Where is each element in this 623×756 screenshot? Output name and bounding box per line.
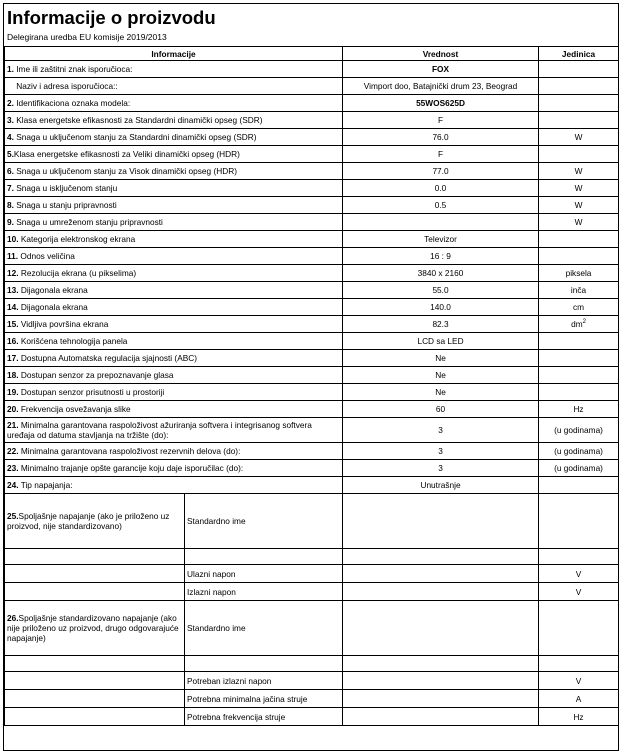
row-unit	[539, 146, 619, 163]
row-unit-text: (u godinama)	[554, 463, 603, 473]
row-label	[5, 316, 343, 333]
row-unit-text: (u godinama)	[554, 446, 603, 456]
table-row	[5, 231, 619, 248]
row-number: 3.	[7, 115, 14, 125]
empty-cell	[343, 656, 539, 672]
table-row	[5, 248, 619, 265]
row-value: Ne	[343, 367, 539, 384]
row-label-text: Dostupan senzor za prepoznavanje glasa	[18, 370, 174, 380]
row-unit-text: W	[574, 200, 583, 210]
row-label	[5, 265, 343, 282]
row-value: 0.5	[343, 197, 539, 214]
row-unit	[539, 248, 619, 265]
psu-item-unit: V	[539, 565, 619, 583]
row-value: F	[343, 146, 539, 163]
psu-label	[5, 601, 185, 656]
row-number: 10.	[7, 234, 19, 244]
row-unit	[539, 129, 619, 146]
row-unit	[539, 282, 619, 299]
row-label	[5, 248, 343, 265]
row-value: 3840 x 2160	[343, 265, 539, 282]
psu-item-label: Standardno ime	[185, 494, 343, 549]
row-label-text: Dostupna Automatska regulacija sjajnosti (ABC)	[18, 353, 198, 363]
table-row	[5, 316, 619, 333]
table-row	[5, 95, 619, 112]
psu-row	[5, 690, 619, 708]
empty-cell	[185, 656, 343, 672]
row-value	[343, 214, 539, 231]
row-label	[5, 163, 343, 180]
row-number: 23.	[7, 463, 19, 473]
row-unit	[539, 299, 619, 316]
header-unit: Jedinica	[539, 47, 619, 61]
row-number: 14.	[7, 302, 19, 312]
row-unit-text: W	[574, 183, 583, 193]
row-number: 22.	[7, 446, 19, 456]
psu-item-label: Potrebna frekvencija struje	[185, 708, 343, 726]
psu-label	[5, 494, 185, 549]
row-label-text: Minimalna garantovana raspoloživost ažuriranja softvera i integrisanog softvera uređaja od datuma stavljanja na tržište (do):	[7, 420, 315, 440]
psu-empty-cell	[5, 583, 185, 601]
row-number: 19.	[7, 387, 19, 397]
empty-cell	[539, 549, 619, 565]
row-label	[5, 333, 343, 350]
psu-item-unit	[539, 494, 619, 549]
row-unit	[539, 350, 619, 367]
page-title: Informacije o proizvodu	[7, 7, 216, 28]
row-number: 2.	[7, 98, 14, 108]
row-unit-text: W	[574, 166, 583, 176]
empty-cell	[185, 549, 343, 565]
row-label-text: Korišćena tehnologija panela	[18, 336, 128, 346]
row-value: Unutrašnje	[343, 477, 539, 494]
psu-item-label: Ulazni napon	[185, 565, 343, 583]
row-label-text: Frekvencija osvežavanja slike	[18, 404, 131, 414]
row-value: LCD sa LED	[343, 333, 539, 350]
row-unit	[539, 367, 619, 384]
page-subtitle: Delegirana uredba EU komisije 2019/2013	[7, 32, 167, 42]
row-label-text: Ime ili zaštitni znak isporučioca:	[13, 64, 133, 74]
row-unit	[539, 214, 619, 231]
row-label	[5, 443, 343, 460]
row-unit	[539, 333, 619, 350]
row-unit	[539, 418, 619, 443]
table-row	[5, 265, 619, 282]
psu-empty-cell	[5, 565, 185, 583]
row-unit	[539, 78, 619, 95]
psu-row	[5, 565, 619, 583]
table-row	[5, 418, 619, 443]
table-row	[5, 214, 619, 231]
row-unit	[539, 316, 619, 333]
row-unit-text: (u godinama)	[554, 425, 603, 435]
psu-item-unit: Hz	[539, 708, 619, 726]
row-unit	[539, 112, 619, 129]
unit-superscript: 2	[582, 319, 586, 326]
row-value: F	[343, 112, 539, 129]
row-label	[5, 95, 343, 112]
row-value: FOX	[343, 61, 539, 78]
psu-item-unit	[539, 601, 619, 656]
row-unit	[539, 265, 619, 282]
psu-item-value	[343, 601, 539, 656]
row-label-text: Dijagonala ekrana	[18, 302, 88, 312]
row-value: 3	[343, 418, 539, 443]
row-number: 24.	[7, 480, 19, 490]
table-row	[5, 384, 619, 401]
row-unit-text: dm	[571, 319, 583, 329]
table-row	[5, 477, 619, 494]
psu-item-value	[343, 672, 539, 690]
row-number: 1.	[7, 64, 14, 74]
row-label-text: Vidljiva površina ekrana	[18, 319, 109, 329]
empty-cell	[5, 656, 185, 672]
row-number: 11.	[7, 251, 19, 261]
row-label-text: Snaga u uključenom stanju za Visok dinamički opseg (HDR)	[13, 166, 237, 176]
row-value: 3	[343, 460, 539, 477]
row-label-text: Dostupan senzor prisutnosti u prostoriji	[18, 387, 165, 397]
row-label	[5, 367, 343, 384]
table-row	[5, 460, 619, 477]
header-info: Informacije	[5, 47, 343, 61]
table-row	[5, 282, 619, 299]
row-label-text: Odnos veličina	[18, 251, 75, 261]
row-unit	[539, 95, 619, 112]
row-number: 5.	[7, 149, 14, 159]
row-number: 17.	[7, 353, 19, 363]
row-label-text: Snaga u umreženom stanju pripravnosti	[13, 217, 163, 227]
psu-item-value	[343, 708, 539, 726]
row-value: 82.3	[343, 316, 539, 333]
row-unit	[539, 401, 619, 418]
psu-row	[5, 583, 619, 601]
psu-label-text: Spoljašnje napajanje (ako je priloženo uz proizvod, nije standardizovano)	[7, 511, 170, 531]
row-label-text: Snaga u uključenom stanju za Standardni dinamički opseg (SDR)	[13, 132, 257, 142]
row-label-text: Naziv i adresa isporučioca::	[7, 81, 118, 91]
row-unit-text: W	[574, 132, 583, 142]
row-number: 16.	[7, 336, 19, 346]
row-number: 18.	[7, 370, 19, 380]
row-label	[5, 460, 343, 477]
row-unit	[539, 197, 619, 214]
psu-item-unit: V	[539, 583, 619, 601]
table-row	[5, 61, 619, 78]
psu-item-label: Standardno ime	[185, 601, 343, 656]
row-unit-text: Hz	[573, 404, 584, 414]
table-row	[5, 350, 619, 367]
psu-number: 25.	[7, 511, 19, 521]
table-row	[5, 443, 619, 460]
psu-item-value	[343, 565, 539, 583]
row-unit	[539, 180, 619, 197]
row-value: 60	[343, 401, 539, 418]
row-label-text: Dijagonala ekrana	[18, 285, 88, 295]
product-info-sheet	[3, 3, 619, 751]
row-value: Vimport doo, Batajnički drum 23, Beograd	[343, 78, 539, 95]
empty-cell	[5, 549, 185, 565]
row-unit	[539, 163, 619, 180]
psu-item-label: Potrebna minimalna jačina struje	[185, 690, 343, 708]
row-label-text: Snaga u isključenom stanju	[13, 183, 118, 193]
header-value: Vrednost	[343, 47, 539, 61]
table-row	[5, 197, 619, 214]
row-label	[5, 299, 343, 316]
row-label	[5, 282, 343, 299]
row-unit-text: cm	[572, 302, 585, 312]
row-label	[5, 112, 343, 129]
row-value: 3	[343, 443, 539, 460]
row-label	[5, 350, 343, 367]
row-label	[5, 418, 343, 443]
row-unit-text: inča	[570, 285, 587, 295]
psu-empty-cell	[5, 672, 185, 690]
psu-row	[5, 601, 619, 656]
row-label	[5, 231, 343, 248]
row-label-text: Identifikaciona oznaka modela:	[13, 98, 131, 108]
row-label-text: Rezolucija ekrana (u pikselima)	[18, 268, 137, 278]
psu-item-value	[343, 494, 539, 549]
row-number: 12.	[7, 268, 19, 278]
row-label	[5, 477, 343, 494]
row-unit	[539, 61, 619, 78]
row-label	[5, 61, 343, 78]
row-label-text: Minimalna garantovana raspoloživost rezervnih delova (do):	[18, 446, 241, 456]
psu-item-value	[343, 690, 539, 708]
table-row	[5, 333, 619, 350]
row-value: 76.0	[343, 129, 539, 146]
row-unit	[539, 231, 619, 248]
psu-item-value	[343, 583, 539, 601]
psu-item-unit: A	[539, 690, 619, 708]
row-label-text: Minimalno trajanje opšte garancije koju daje isporučilac (do):	[18, 463, 244, 473]
row-value: 55.0	[343, 282, 539, 299]
row-unit	[539, 443, 619, 460]
row-label-text: Tip napajanja:	[18, 480, 73, 490]
row-unit-text: piksela	[565, 268, 592, 278]
psu-row	[5, 494, 619, 549]
row-label	[5, 401, 343, 418]
row-unit-text: W	[574, 217, 583, 227]
table-row	[5, 180, 619, 197]
row-number: 4.	[7, 132, 14, 142]
table-row	[5, 78, 619, 95]
row-label	[5, 384, 343, 401]
row-label	[5, 78, 343, 95]
row-number: 15.	[7, 319, 19, 329]
row-label-text: Klasa energetske efikasnosti za Standardni dinamički opseg (SDR)	[13, 115, 263, 125]
row-label	[5, 146, 343, 163]
row-number: 20.	[7, 404, 19, 414]
row-value: 140.0	[343, 299, 539, 316]
psu-item-label: Izlazni napon	[185, 583, 343, 601]
table-row	[5, 112, 619, 129]
row-number: 13.	[7, 285, 19, 295]
row-number: 7.	[7, 183, 14, 193]
row-label-text: Kategorija elektronskog ekrana	[18, 234, 136, 244]
row-unit	[539, 460, 619, 477]
psu-item-label: Potreban izlazni napon	[185, 672, 343, 690]
psu-row	[5, 708, 619, 726]
empty-cell	[539, 656, 619, 672]
row-number: 9.	[7, 217, 14, 227]
psu-label-text: Spoljašnje standardizovano napajanje (ako nije priloženo uz proizvod, drugo odgovarajuće napajanje)	[7, 613, 179, 643]
row-label-text: Snaga u stanju pripravnosti	[13, 200, 117, 210]
row-value: 77.0	[343, 163, 539, 180]
empty-cell	[343, 549, 539, 565]
row-unit	[539, 384, 619, 401]
row-label-text: Klasa energetske efikasnosti za Veliki dinamički opseg (HDR)	[13, 149, 240, 159]
row-number: 21.	[7, 420, 19, 430]
row-label	[5, 129, 343, 146]
table-row	[5, 299, 619, 316]
psu-number: 26.	[7, 613, 19, 623]
row-value: 55WOS625D	[343, 95, 539, 112]
psu-empty-cell	[5, 690, 185, 708]
table-row	[5, 129, 619, 146]
row-value: Ne	[343, 384, 539, 401]
product-info-table	[4, 46, 619, 726]
table-header-row	[5, 47, 619, 61]
row-label	[5, 214, 343, 231]
row-value: Ne	[343, 350, 539, 367]
row-value: Televizor	[343, 231, 539, 248]
table-row	[5, 367, 619, 384]
row-value: 16 : 9	[343, 248, 539, 265]
row-label	[5, 197, 343, 214]
row-unit	[539, 477, 619, 494]
psu-spacer-row	[5, 656, 619, 672]
psu-item-unit: V	[539, 672, 619, 690]
row-number: 6.	[7, 166, 14, 176]
psu-row	[5, 672, 619, 690]
row-number: 8.	[7, 200, 14, 210]
row-label	[5, 180, 343, 197]
psu-empty-cell	[5, 708, 185, 726]
row-value: 0.0	[343, 180, 539, 197]
table-row	[5, 146, 619, 163]
psu-spacer-row	[5, 549, 619, 565]
table-row	[5, 401, 619, 418]
table-row	[5, 163, 619, 180]
